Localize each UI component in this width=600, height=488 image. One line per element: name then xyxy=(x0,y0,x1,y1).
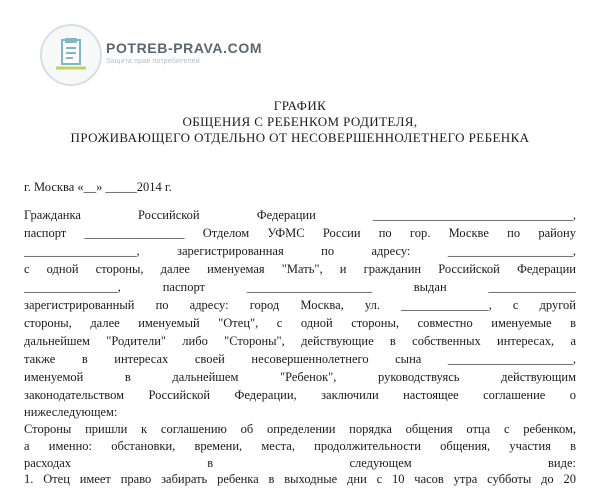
body-line: нижеследующем: xyxy=(24,405,118,419)
document-title xyxy=(0,98,600,146)
body-line: 1. Отец имеет право забирать ребенка в выходные дни с 10 часов утра субботы до 20 xyxy=(24,472,576,486)
body-line: расходах в следующем виде: xyxy=(24,456,576,470)
title-line-2: ОБЩЕНИЯ С РЕБЕНКОМ РОДИТЕЛЯ, xyxy=(182,114,418,129)
site-name: POTREB-PRAVA.COM xyxy=(106,40,263,56)
place-date: г. Москва «__» _____2014 г. xyxy=(24,180,172,194)
body-line: стороны, далее именуемый "Отец", с одной стороны, совместно именуемые в xyxy=(24,316,576,330)
title-line-1: ГРАФИК xyxy=(273,98,327,113)
site-tagline: Защита прав потребителей xyxy=(106,58,200,65)
body-line: дальнейшем "Родители" либо "Стороны", действующие в собственных интересах, а xyxy=(24,334,576,348)
body-line: Гражданка Российской Федерации ________________________________, xyxy=(24,208,576,222)
site-logo xyxy=(40,24,102,86)
body-line: а именно: обстановки, времени, места, продолжительности общения, участия в xyxy=(24,439,576,453)
body-line: законодательством Российской Федерации, заключили настоящее соглашение о xyxy=(24,388,576,402)
body-line: с одной стороны, далее именуемая "Мать", и гражданин Российской Федерации xyxy=(24,262,576,276)
document-icon xyxy=(42,26,100,84)
body-line: зарегистрированный по адресу: город Москва, ул. ______________, с другой xyxy=(24,298,576,312)
body-line: также в интересах своей несовершеннолетнего сына ____________________, xyxy=(24,352,576,366)
body-line: _______________, паспорт ____________________ выдан ______________ xyxy=(24,280,576,294)
body-line: паспорт ________________ Отделом УФМС России по гор. Москве по району xyxy=(24,226,576,240)
body-line: именуемой в дальнейшем "Ребенок", руководствуясь действующим xyxy=(24,370,576,384)
body-line: __________________, зарегистрированная по адресу: ____________________, xyxy=(24,244,576,258)
body-line: Стороны пришли к соглашению об определении порядка общения отца с ребенком, xyxy=(24,422,576,436)
title-line-3: ПРОЖИВАЮЩЕГО ОТДЕЛЬНО ОТ НЕСОВЕРШЕННОЛЕТНЕГО РЕБЕНКА xyxy=(70,130,530,145)
